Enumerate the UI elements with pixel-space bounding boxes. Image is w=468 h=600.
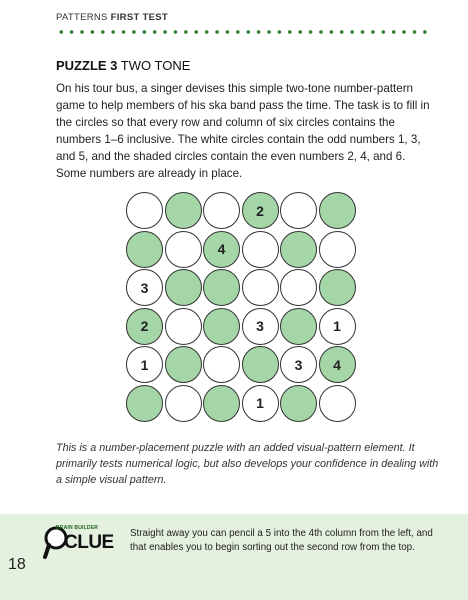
- puzzle-name: TWO TONE: [120, 58, 191, 73]
- clue-text: Straight away you can pencil a 5 into the 4th column from the left, and that enables you to begin sorting out the second row from the top.: [130, 528, 433, 553]
- grid-cell: [319, 231, 356, 268]
- grid-cell: [242, 346, 279, 383]
- grid-cell: [126, 192, 163, 229]
- header-section: PATTERNS: [56, 12, 108, 23]
- running-header: [56, 12, 168, 23]
- clue-word: CLUE: [64, 532, 114, 553]
- grid-cell: [126, 385, 163, 422]
- grid-cell: [319, 269, 356, 306]
- grid-cell: 3: [126, 269, 163, 306]
- grid-cell: [280, 385, 317, 422]
- grid-cell: [165, 231, 202, 268]
- puzzle-caption: This is a number-placement puzzle with an added visual-pattern element. It primarily tests numerical logic, but also develops your confidence in dealing with a simple visual pattern.: [56, 442, 439, 486]
- grid-cell: [165, 346, 202, 383]
- dotted-rule: [56, 29, 428, 35]
- puzzle-number: PUZZLE 3: [56, 58, 118, 73]
- puzzle-grid: [126, 192, 360, 426]
- grid-cell: [242, 269, 279, 306]
- grid-cell: [280, 231, 317, 268]
- grid-cell: 2: [242, 192, 279, 229]
- clue-logo: [42, 524, 122, 564]
- grid-cell: [319, 385, 356, 422]
- grid-cell: [165, 269, 202, 306]
- grid-cell: [203, 346, 240, 383]
- grid-cell: [203, 269, 240, 306]
- grid-cell: [203, 192, 240, 229]
- grid-cell: 1: [319, 308, 356, 345]
- grid-cell: 3: [280, 346, 317, 383]
- grid-cell: [165, 385, 202, 422]
- grid-cell: [319, 192, 356, 229]
- header-subsection: FIRST TEST: [110, 12, 168, 23]
- grid-cell: 4: [319, 346, 356, 383]
- puzzle-description: On his tour bus, a singer devises this simple two-tone number-pattern game to help members of his ska band pass the time. The task is to fill in the circles so that every row and column of six circles contains the numbers 1–6 inclusive. The white circles contain the odd numbers 1, 3, and 5, and the shaded circles contain the even numbers 2, 4, and 6. Some numbers are already in place.: [56, 82, 430, 180]
- grid-cell: 3: [242, 308, 279, 345]
- page-number: 18: [8, 556, 26, 573]
- grid-cell: [280, 269, 317, 306]
- grid-cell: 1: [126, 346, 163, 383]
- grid-cell: [203, 385, 240, 422]
- grid-cell: [203, 308, 240, 345]
- grid-cell: 4: [203, 231, 240, 268]
- puzzle-title: [56, 58, 190, 73]
- clue-brand: BRAIN BUILDER: [56, 525, 99, 531]
- grid-cell: [280, 308, 317, 345]
- grid-cell: [242, 231, 279, 268]
- grid-cell: [280, 192, 317, 229]
- grid-cell: [165, 308, 202, 345]
- grid-cell: [165, 192, 202, 229]
- grid-cell: [126, 231, 163, 268]
- grid-cell: 1: [242, 385, 279, 422]
- grid-cell: 2: [126, 308, 163, 345]
